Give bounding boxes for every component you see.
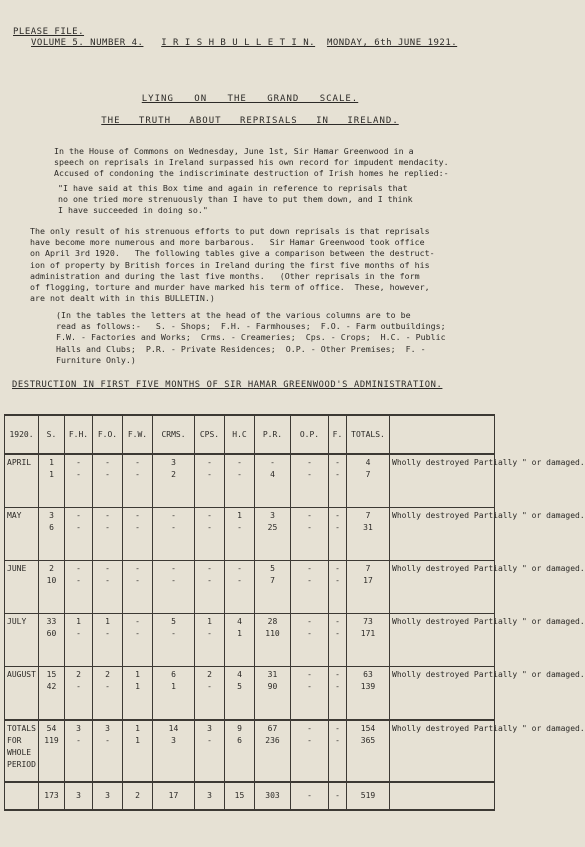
table-cell: - 4	[255, 454, 291, 508]
table-cell: 17	[153, 782, 195, 810]
table-cell: 15	[225, 782, 255, 810]
header-line	[31, 38, 457, 48]
page-title: LYING ON THE GRAND SCALE.	[141, 94, 359, 104]
table-cell: 2	[123, 782, 153, 810]
month-label: JUNE	[5, 561, 39, 614]
table-cell: 2 10	[39, 561, 65, 614]
totals-row	[5, 720, 495, 782]
table-cell: - -	[329, 454, 347, 508]
table-cell: - -	[329, 667, 347, 721]
table-cell: 3 6	[39, 508, 65, 561]
table-cell: 2 -	[93, 667, 123, 721]
table-cell: 4 1	[225, 614, 255, 667]
table-cell: 3 2	[153, 454, 195, 508]
table-cell: - -	[291, 454, 329, 508]
table-cell: 4 7	[347, 454, 390, 508]
table-row	[5, 454, 495, 508]
table-cell: - -	[225, 561, 255, 614]
legend-paragraph: (In the tables the letters at the head of the various columns are to be read as follows:- S. - Shops; F.H. - Farmhouses; F.O. - Farm outbuildings; F.W. - Factories and Works; Crms. - Creameries; Cps. - Crops; H.C. - Public Halls and Clubs; P.R. - Private Residences; O.P. - Other Premises; F. - Furniture Only.)	[56, 310, 446, 365]
table-cell: - -	[123, 508, 153, 561]
table-cell: 173	[39, 782, 65, 810]
table-cell: - -	[153, 561, 195, 614]
table-cell: 1 -	[225, 508, 255, 561]
result-paragraph: The only result of his strenuous efforts to put down reprisals is that reprisals have become more numerous and more barbarous. Sir Hamar Greenwood took office on April 3rd 1920. The following tables give a comparison between the destruct- ion of property by British forces in Ireland during the first five months of his administration and during the last five months. (Other reprisals in the form of flogging, torture and murder have marked his term of office. These, however, are not dealt with in this BULLETIN.)	[30, 226, 435, 304]
table-cell: 1 1	[39, 454, 65, 508]
table-cell: - -	[123, 454, 153, 508]
table-cell: - -	[329, 614, 347, 667]
table-cell: 9 6	[225, 720, 255, 782]
intro-paragraph: In the House of Commons on Wednesday, June 1st, Sir Hamar Greenwood in a speech on reprisals in Ireland surpassed his own record for impudent mendacity. Accused of condoning the indiscriminate destruction of Irish homes he replied:-	[54, 146, 449, 179]
table-cell: 33 60	[39, 614, 65, 667]
grand-total-label	[5, 782, 39, 810]
table-cell: 3 -	[195, 720, 225, 782]
table-cell: - -	[225, 454, 255, 508]
table-cell: - -	[93, 454, 123, 508]
please-file-note: PLEASE FILE.	[13, 27, 85, 37]
column-header: P.R.	[255, 415, 291, 454]
table-cell: 519	[347, 782, 390, 810]
table-cell: 3 25	[255, 508, 291, 561]
table-cell: 3	[93, 782, 123, 810]
table-cell: 15 42	[39, 667, 65, 721]
column-header: S.	[39, 415, 65, 454]
status-cell: Wholly destroyed Partially " or damaged.	[390, 667, 495, 721]
table-cell: - -	[93, 561, 123, 614]
table-cell: - -	[329, 720, 347, 782]
table-cell: 73 171	[347, 614, 390, 667]
table-cell: 1 1	[123, 667, 153, 721]
table-cell: - -	[93, 508, 123, 561]
table-cell: 3 -	[93, 720, 123, 782]
status-cell: Wholly destroyed Partially " or damaged.	[390, 454, 495, 508]
column-header: CRMS.	[153, 415, 195, 454]
table-cell: 1 -	[93, 614, 123, 667]
table-title: DESTRUCTION IN FIRST FIVE MONTHS OF SIR HAMAR GREENWOOD'S ADMINISTRATION.	[12, 380, 443, 390]
table-cell: - -	[329, 561, 347, 614]
table-cell: - -	[65, 561, 93, 614]
table-cell: 5 7	[255, 561, 291, 614]
month-label: JULY	[5, 614, 39, 667]
volume-number: VOLUME 5. NUMBER 4.	[31, 38, 144, 48]
table-header-row	[5, 415, 495, 454]
table-cell: - -	[65, 454, 93, 508]
table-cell: - -	[195, 508, 225, 561]
table-cell: -	[291, 782, 329, 810]
table-cell: 67 236	[255, 720, 291, 782]
table-cell: 7 31	[347, 508, 390, 561]
column-header: H.C	[225, 415, 255, 454]
table-cell: - -	[291, 720, 329, 782]
month-label: AUGUST	[5, 667, 39, 721]
table-cell: 1 1	[123, 720, 153, 782]
column-header: F.O.	[93, 415, 123, 454]
table-row	[5, 614, 495, 667]
table-cell: 4 5	[225, 667, 255, 721]
page-subtitle: THE TRUTH ABOUT REPRISALS IN IRELAND.	[101, 116, 399, 126]
table-cell: - -	[123, 561, 153, 614]
table-cell: 154 365	[347, 720, 390, 782]
table-cell: - -	[195, 561, 225, 614]
column-header: F.W.	[123, 415, 153, 454]
table-cell: 5 -	[153, 614, 195, 667]
status-cell	[390, 782, 495, 810]
column-header: O.P.	[291, 415, 329, 454]
bulletin-date: MONDAY, 6th JUNE 1921.	[326, 38, 458, 48]
table-cell: 1 -	[195, 614, 225, 667]
greenwood-quote: "I have said at this Box time and again in reference to reprisals that no one tried more strenuously than I have to put them down, and I think I have succeeded in doing so."	[58, 183, 413, 216]
table-cell: - -	[195, 454, 225, 508]
destruction-table	[4, 414, 585, 811]
table-cell: 14 3	[153, 720, 195, 782]
table-cell: - -	[123, 614, 153, 667]
column-header: F.	[329, 415, 347, 454]
column-header: CPS.	[195, 415, 225, 454]
table-row	[5, 508, 495, 561]
column-header: F.H.	[65, 415, 93, 454]
table-cell: 63 139	[347, 667, 390, 721]
table-cell: 31 90	[255, 667, 291, 721]
table-cell: 2 -	[195, 667, 225, 721]
table-cell: - -	[153, 508, 195, 561]
table-cell: 6 1	[153, 667, 195, 721]
table-cell: - -	[291, 614, 329, 667]
bulletin-name: I R I S H B U L L E T I N.	[161, 38, 316, 48]
table-cell: - -	[65, 508, 93, 561]
table-cell: 3 -	[65, 720, 93, 782]
table-row	[5, 667, 495, 721]
table-row	[5, 561, 495, 614]
table-cell: -	[329, 782, 347, 810]
table-cell: 7 17	[347, 561, 390, 614]
status-cell: Wholly destroyed Partially " or damaged.	[390, 614, 495, 667]
totals-label: TOTALS FOR WHOLE PERIOD	[5, 720, 39, 782]
table-cell: 54 119	[39, 720, 65, 782]
status-cell: Wholly destroyed Partially " or damaged.	[390, 561, 495, 614]
month-label: MAY	[5, 508, 39, 561]
table-cell: 28 110	[255, 614, 291, 667]
column-header: 1920.	[5, 415, 39, 454]
table-cell: - -	[291, 667, 329, 721]
month-label: APRIL	[5, 454, 39, 508]
grand-total-row	[5, 782, 495, 810]
table-cell: 3	[195, 782, 225, 810]
table-cell: - -	[329, 508, 347, 561]
column-header	[390, 415, 495, 454]
table-cell: 303	[255, 782, 291, 810]
status-cell: Wholly destroyed Partially " or damaged.	[390, 508, 495, 561]
table-cell: - -	[291, 561, 329, 614]
table-cell: 2 -	[65, 667, 93, 721]
status-cell: Wholly destroyed Partially " or damaged.	[390, 720, 495, 782]
table-cell: - -	[291, 508, 329, 561]
table-cell: 1 -	[65, 614, 93, 667]
column-header: TOTALS.	[347, 415, 390, 454]
table-cell: 3	[65, 782, 93, 810]
